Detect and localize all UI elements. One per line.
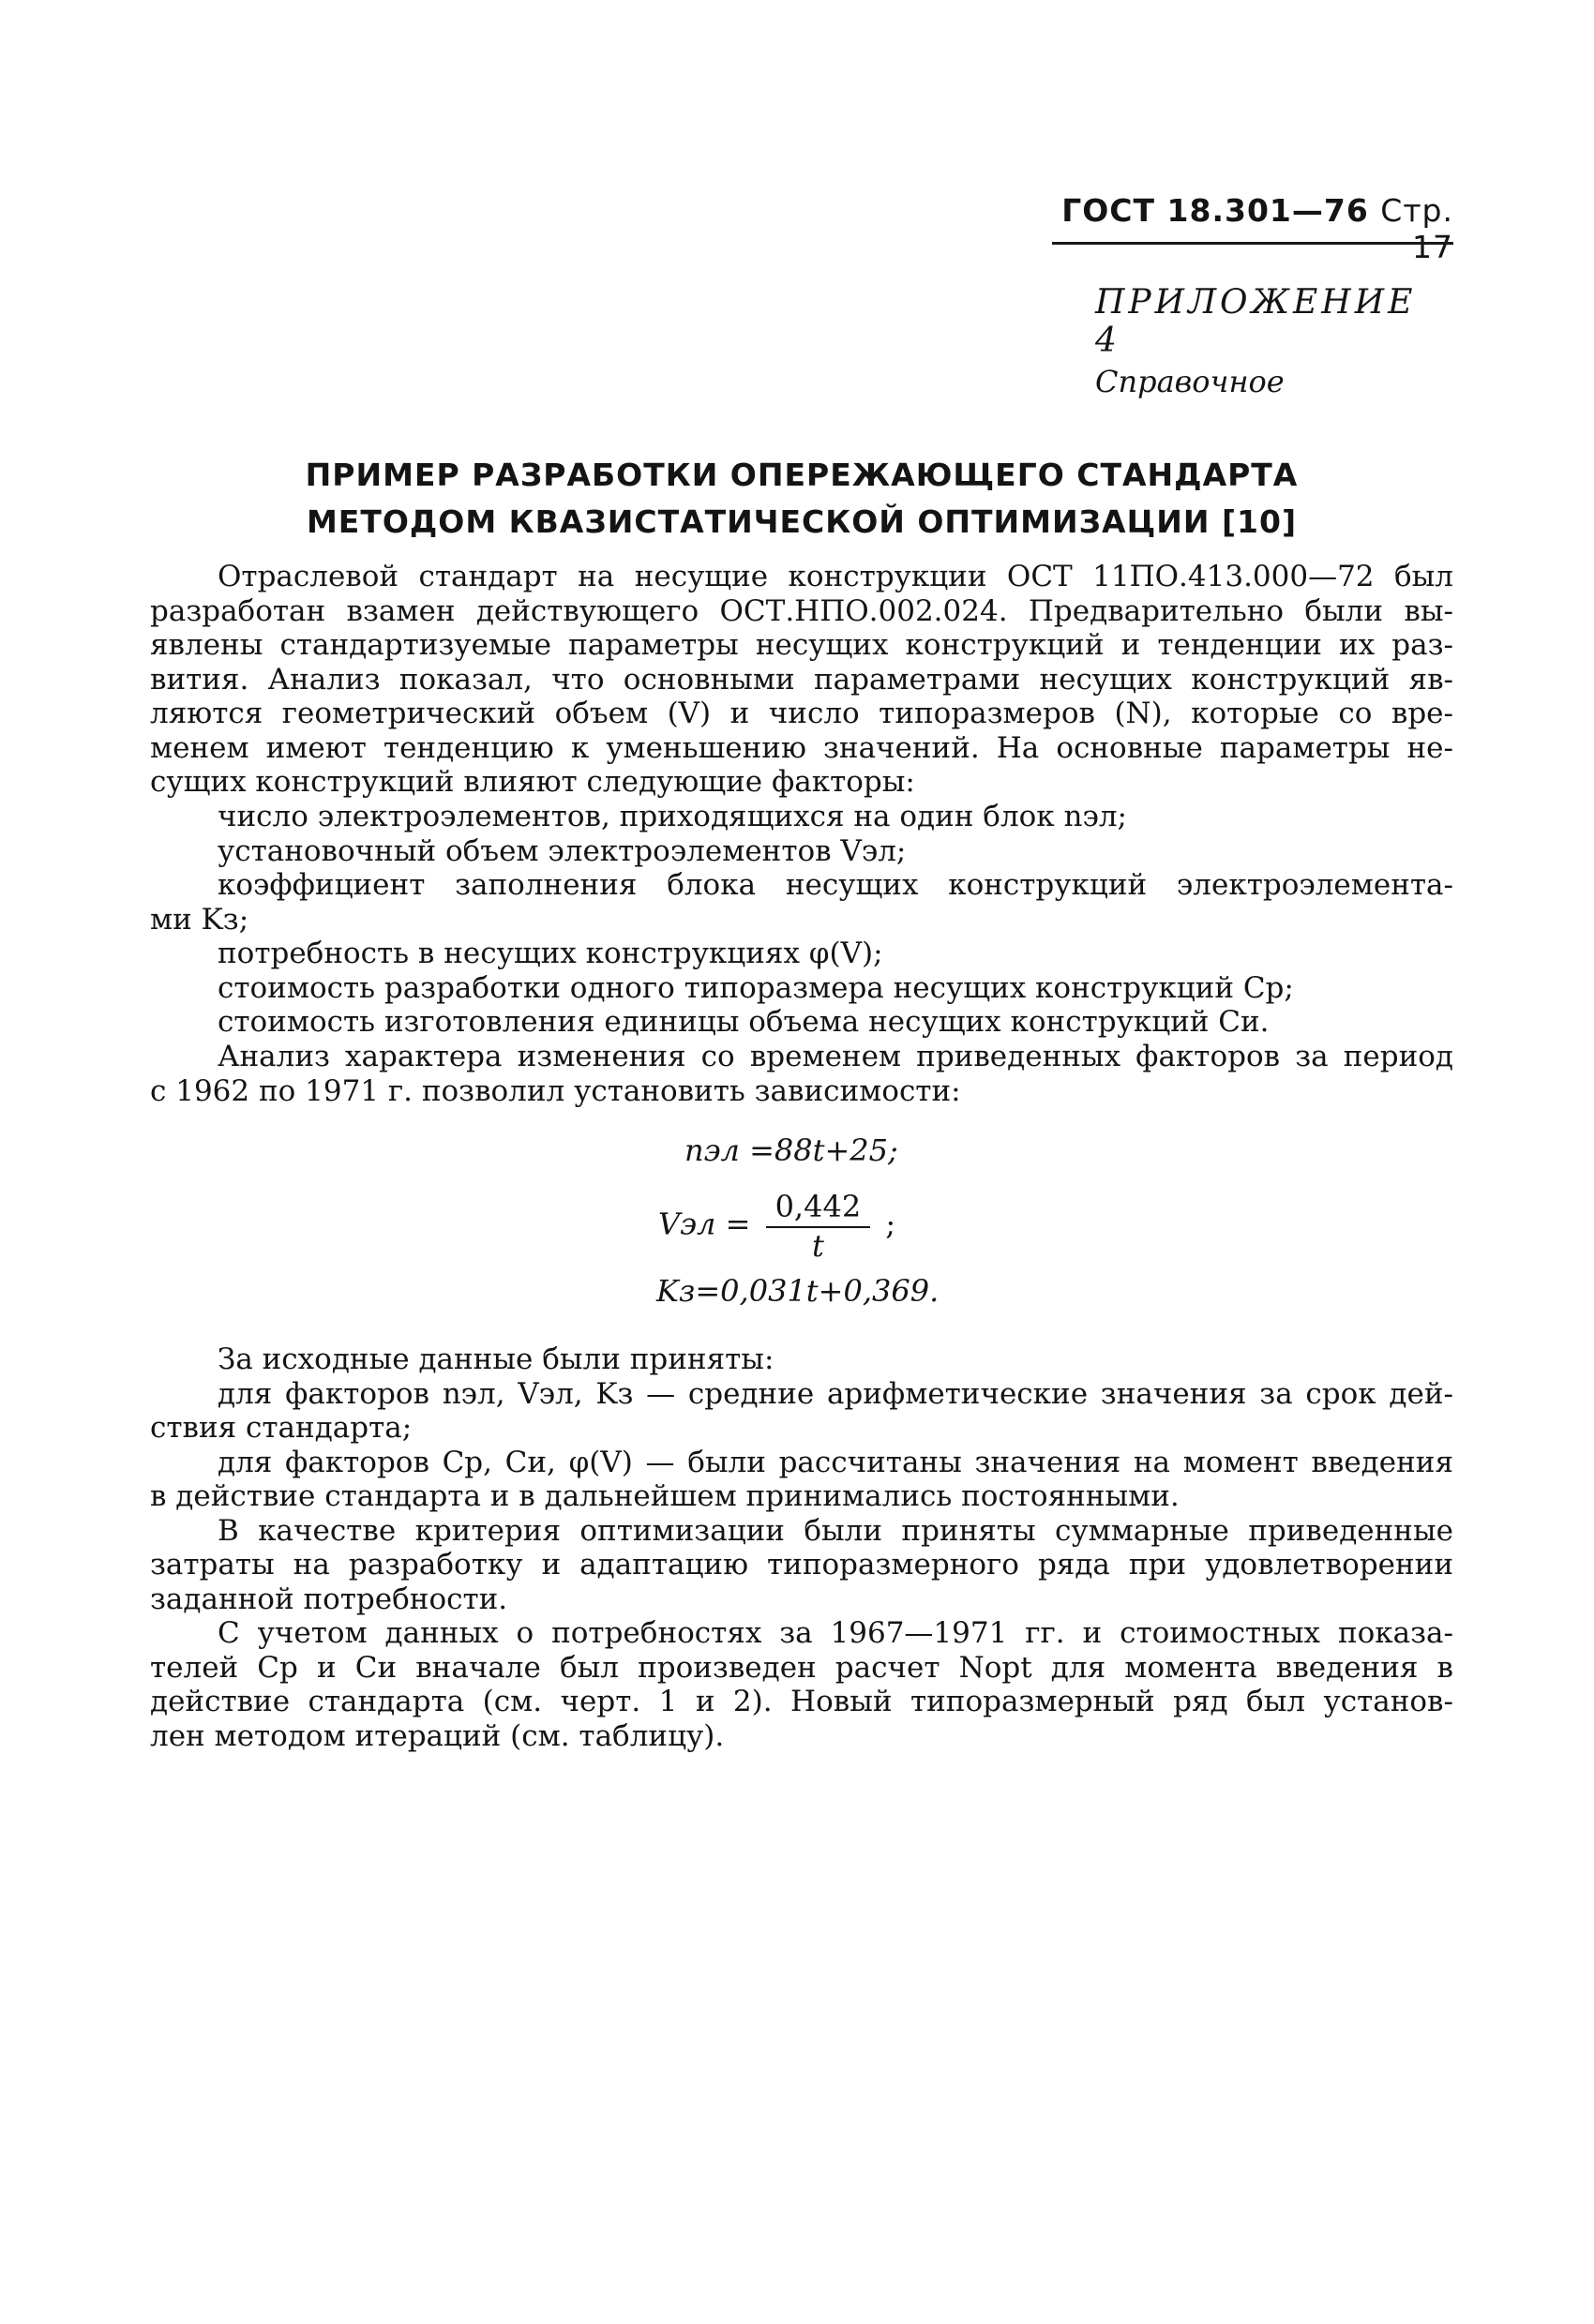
standard-number: ГОСТ 18.301—76 <box>1061 192 1369 229</box>
text-line: в действие стандарта и в дальнейшем принимались постоянными. <box>150 1479 1180 1513</box>
paragraph-analysis <box>150 1040 1453 1108</box>
factor-item: коэффициент заполнения блока несущих конструкций электроэлемента- <box>218 868 1453 902</box>
page-header <box>1050 192 1453 265</box>
factor-item: стоимость разработки одного типоразмера несущих конструкций Cр; <box>218 970 1294 1005</box>
paragraph-initial-data <box>150 1342 1453 1753</box>
formula-block <box>638 1132 940 1329</box>
formula-k-z: Kз=0,031t+0,369. <box>656 1273 940 1309</box>
text-line: заданной потребности. <box>150 1582 508 1616</box>
page-number: Стр. 17 <box>1380 192 1453 265</box>
text-line: Отраслевой стандарт на несущие конструкции ОСТ 11ПО.413.000—72 был <box>218 560 1453 593</box>
fraction <box>766 1189 871 1264</box>
formula-v-el-tail: ; <box>885 1206 896 1242</box>
document-title <box>150 452 1453 546</box>
text-line: лен методом итераций (см. таблицу). <box>150 1718 725 1753</box>
text-line: для факторов Cр, Cи, φ(V) — были рассчитаны значения на момент введения <box>218 1445 1453 1479</box>
title-line-2: МЕТОДОМ КВАЗИСТАТИЧЕСКОЙ ОПТИМИЗАЦИИ [10] <box>306 503 1298 540</box>
appendix-block <box>1095 283 1417 399</box>
text-line: сущих конструкций влияют следующие факторы: <box>150 765 915 799</box>
factor-item: ми Kз; <box>150 902 249 937</box>
text-line: с 1962 по 1971 г. позволил установить зависимости: <box>150 1073 961 1108</box>
fraction-denominator: t <box>811 1228 824 1264</box>
paragraph-intro <box>150 560 1453 800</box>
header-rule <box>1052 242 1453 245</box>
formula-n-el: nэл =88t+25; <box>684 1132 898 1168</box>
factor-item: число электроэлементов, приходящихся на один блок nэл; <box>218 800 1127 833</box>
text-line: разработан взамен действующего ОСТ.НПО.002.024. Предварительно были вы- <box>150 593 1453 628</box>
text-line: С учетом данных о потребностях за 1967—1971 гг. и стоимостных показа- <box>218 1616 1453 1650</box>
text-line: действие стандарта (см. черт. 1 и 2). Новый типоразмерный ряд был установ- <box>150 1685 1453 1718</box>
text-line: для факторов nэл, Vэл, Kз — средние арифметические значения за срок дей- <box>218 1376 1453 1411</box>
text-line: ствия стандарта; <box>150 1411 413 1445</box>
text-line: затраты на разработку и адаптацию типоразмерного ряда при удовлетворении <box>150 1548 1453 1582</box>
text-line: ляются геометрический объем (V) и число типоразмеров (N), которые со вре- <box>150 697 1453 730</box>
text-line: явлены стандартизуемые параметры несущих конструкций и тенденции их раз- <box>150 628 1453 662</box>
factor-item: потребность в несущих конструкциях φ(V); <box>218 937 883 970</box>
text-line: телей Cр и Cи вначале был произведен расчет Nopt для момента введения в <box>150 1650 1453 1685</box>
title-line-1: ПРИМЕР РАЗРАБОТКИ ОПЕРЕЖАЮЩЕГО СТАНДАРТА <box>305 457 1299 493</box>
appendix-title: ПРИЛОЖЕНИЕ 4 <box>1095 283 1417 360</box>
factor-item: стоимость изготовления единицы объема несущих конструкций Cи. <box>218 1005 1270 1039</box>
appendix-type: Справочное <box>1095 364 1285 399</box>
text-line: За исходные данные были приняты: <box>218 1342 774 1376</box>
fraction-numerator: 0,442 <box>766 1189 871 1228</box>
factor-list <box>150 800 1453 1040</box>
text-line: Анализ характера изменения со временем приведенных факторов за период <box>218 1040 1453 1073</box>
formula-v-el-lhs: Vэл = <box>658 1206 751 1242</box>
formula-v-el <box>658 1189 940 1273</box>
text-line: менем имеют тенденцию к уменьшению значений. На основные параметры не- <box>150 730 1453 765</box>
text-line: вития. Анализ показал, что основными параметрами несущих конструкций яв- <box>150 662 1453 697</box>
factor-item: установочный объем электроэлементов Vэл; <box>218 833 907 868</box>
text-line: В качестве критерия оптимизации были приняты суммарные приведенные <box>218 1513 1453 1548</box>
